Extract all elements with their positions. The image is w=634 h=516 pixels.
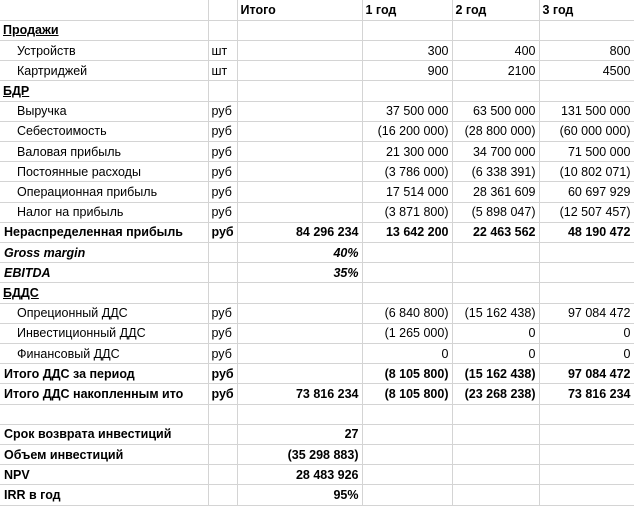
value-cell[interactable]: 27 — [237, 424, 362, 444]
label-cell[interactable]: Себестоимость — [0, 121, 208, 141]
section-row-bdr — [0, 81, 634, 101]
row-operating-profit — [0, 182, 634, 202]
row-irr — [0, 485, 634, 505]
value-cell[interactable]: 95% — [237, 485, 362, 505]
label-cell[interactable]: Опреционный ДДС — [0, 303, 208, 323]
section-title-bdds[interactable]: БДДС — [0, 283, 208, 303]
header-year-2[interactable]: 2 год — [452, 0, 539, 20]
cell[interactable] — [362, 81, 452, 101]
value-cell[interactable]: (15 162 438) — [452, 303, 539, 323]
value-cell[interactable]: (6 840 800) — [362, 303, 452, 323]
value-cell[interactable]: 300 — [362, 40, 452, 60]
label-cell[interactable]: Инвестиционный ДДС — [0, 323, 208, 343]
row-period-cf — [0, 364, 634, 384]
label-cell[interactable]: IRR в год — [0, 485, 208, 505]
cell[interactable] — [539, 283, 634, 303]
total-cell[interactable]: 84 296 234 — [237, 222, 362, 242]
value-cell[interactable]: 0 — [362, 343, 452, 363]
value-cell[interactable]: 400 — [452, 40, 539, 60]
cell[interactable] — [0, 0, 208, 20]
cell[interactable] — [362, 404, 452, 424]
cell[interactable] — [362, 444, 452, 464]
cell[interactable] — [452, 81, 539, 101]
cell[interactable] — [362, 20, 452, 40]
cell[interactable] — [362, 485, 452, 505]
label-cell[interactable]: NPV — [0, 465, 208, 485]
cell[interactable] — [208, 20, 237, 40]
value-cell[interactable]: 48 190 472 — [539, 222, 634, 242]
unit-cell[interactable]: руб — [208, 364, 237, 384]
value-cell[interactable]: 0 — [452, 323, 539, 343]
value-cell[interactable]: 37 500 000 — [362, 101, 452, 121]
cell[interactable] — [208, 404, 237, 424]
unit-cell[interactable]: шт — [208, 40, 237, 60]
cell[interactable] — [539, 465, 634, 485]
label-cell[interactable]: Финансовый ДДС — [0, 343, 208, 363]
cell[interactable] — [208, 242, 237, 262]
cell[interactable] — [237, 20, 362, 40]
cell[interactable] — [237, 182, 362, 202]
cell[interactable] — [237, 404, 362, 424]
label-cell[interactable]: Объем инвестиций — [0, 444, 208, 464]
unit-cell[interactable]: шт — [208, 61, 237, 81]
cell[interactable] — [208, 444, 237, 464]
cell[interactable] — [362, 283, 452, 303]
value-cell[interactable]: 28 361 609 — [452, 182, 539, 202]
row-cumulative-cf — [0, 384, 634, 404]
unit-cell[interactable]: руб — [208, 384, 237, 404]
cell[interactable] — [208, 0, 237, 20]
label-cell[interactable]: Операционная прибыль — [0, 182, 208, 202]
value-cell[interactable]: (6 338 391) — [452, 162, 539, 182]
cell[interactable] — [452, 283, 539, 303]
cell[interactable] — [237, 61, 362, 81]
cell[interactable] — [362, 465, 452, 485]
cell[interactable] — [237, 343, 362, 363]
value-cell[interactable]: 22 463 562 — [452, 222, 539, 242]
row-cost — [0, 121, 634, 141]
cell[interactable] — [539, 404, 634, 424]
label-cell[interactable]: Gross margin — [0, 242, 208, 262]
row-tax — [0, 202, 634, 222]
value-cell[interactable]: 0 — [452, 343, 539, 363]
unit-cell[interactable]: руб — [208, 343, 237, 363]
row-revenue — [0, 101, 634, 121]
value-cell[interactable]: (12 507 457) — [539, 202, 634, 222]
unit-cell[interactable]: руб — [208, 141, 237, 161]
label-cell[interactable]: EBITDA — [0, 263, 208, 283]
total-cell[interactable]: 35% — [237, 263, 362, 283]
row-fixed-costs — [0, 162, 634, 182]
cell[interactable] — [452, 465, 539, 485]
total-cell[interactable]: 40% — [237, 242, 362, 262]
value-cell[interactable]: 4500 — [539, 61, 634, 81]
value-cell[interactable]: 21 300 000 — [362, 141, 452, 161]
header-total[interactable]: Итого — [237, 0, 362, 20]
cell[interactable] — [208, 465, 237, 485]
cell[interactable] — [452, 424, 539, 444]
cell[interactable] — [208, 81, 237, 101]
value-cell[interactable]: (60 000 000) — [539, 121, 634, 141]
value-cell[interactable]: (3 871 800) — [362, 202, 452, 222]
cell[interactable] — [539, 263, 634, 283]
cell[interactable] — [539, 485, 634, 505]
cell[interactable] — [452, 242, 539, 262]
label-cell[interactable]: Постоянные расходы — [0, 162, 208, 182]
label-cell[interactable]: Налог на прибыль — [0, 202, 208, 222]
row-retained-earnings — [0, 222, 634, 242]
value-cell[interactable]: 73 816 234 — [539, 384, 634, 404]
label-cell[interactable]: Срок возврата инвестиций — [0, 424, 208, 444]
unit-cell[interactable]: руб — [208, 303, 237, 323]
cell[interactable] — [539, 444, 634, 464]
row-ebitda — [0, 263, 634, 283]
cell[interactable] — [208, 263, 237, 283]
cell[interactable] — [452, 485, 539, 505]
value-cell[interactable]: (35 298 883) — [237, 444, 362, 464]
label-cell[interactable]: Итого ДДС за период — [0, 364, 208, 384]
cell[interactable] — [452, 444, 539, 464]
row-operating-cf — [0, 303, 634, 323]
cell[interactable] — [208, 424, 237, 444]
unit-cell[interactable]: руб — [208, 162, 237, 182]
row-devices — [0, 40, 634, 60]
value-cell[interactable]: 13 642 200 — [362, 222, 452, 242]
cell[interactable] — [237, 81, 362, 101]
cell[interactable] — [237, 303, 362, 323]
label-cell[interactable]: Валовая прибыль — [0, 141, 208, 161]
cell[interactable] — [539, 424, 634, 444]
cell[interactable] — [208, 485, 237, 505]
value-cell[interactable]: 0 — [539, 343, 634, 363]
value-cell[interactable]: (23 268 238) — [452, 384, 539, 404]
value-cell[interactable]: 2100 — [452, 61, 539, 81]
row-gross-profit — [0, 141, 634, 161]
unit-cell[interactable]: руб — [208, 121, 237, 141]
label-cell[interactable]: Итого ДДС накопленным ито — [0, 384, 208, 404]
cell[interactable] — [237, 283, 362, 303]
value-cell[interactable]: 97 084 472 — [539, 303, 634, 323]
value-cell[interactable]: (1 265 000) — [362, 323, 452, 343]
value-cell[interactable]: 28 483 926 — [237, 465, 362, 485]
value-cell[interactable]: (16 200 000) — [362, 121, 452, 141]
cell[interactable] — [237, 121, 362, 141]
cell[interactable] — [362, 263, 452, 283]
value-cell[interactable]: 900 — [362, 61, 452, 81]
cell[interactable] — [362, 242, 452, 262]
row-investment — [0, 444, 634, 464]
value-cell[interactable]: (8 105 800) — [362, 384, 452, 404]
cell[interactable] — [237, 364, 362, 384]
cell[interactable] — [237, 40, 362, 60]
value-cell[interactable]: 71 500 000 — [539, 141, 634, 161]
cell[interactable] — [237, 202, 362, 222]
label-cell[interactable]: Выручка — [0, 101, 208, 121]
row-financing-cf — [0, 343, 634, 363]
section-row-sales — [0, 20, 634, 40]
unit-cell[interactable]: руб — [208, 202, 237, 222]
cell[interactable] — [237, 162, 362, 182]
cell[interactable] — [237, 141, 362, 161]
value-cell[interactable]: (28 800 000) — [452, 121, 539, 141]
section-title-bdr[interactable]: БДР — [0, 81, 208, 101]
header-year-3[interactable]: 3 год — [539, 0, 634, 20]
value-cell[interactable]: 0 — [539, 323, 634, 343]
cell[interactable] — [208, 283, 237, 303]
label-cell[interactable]: Картриджей — [0, 61, 208, 81]
value-cell[interactable]: (10 802 071) — [539, 162, 634, 182]
cell[interactable] — [452, 404, 539, 424]
cell[interactable] — [237, 101, 362, 121]
unit-cell[interactable]: руб — [208, 323, 237, 343]
cell[interactable] — [539, 242, 634, 262]
section-title-sales[interactable]: Продажи — [0, 20, 208, 40]
value-cell[interactable]: (5 898 047) — [452, 202, 539, 222]
unit-cell[interactable]: руб — [208, 182, 237, 202]
header-row — [0, 0, 634, 20]
value-cell[interactable]: 63 500 000 — [452, 101, 539, 121]
cell[interactable] — [539, 20, 634, 40]
empty-row — [0, 404, 634, 424]
value-cell[interactable]: 131 500 000 — [539, 101, 634, 121]
value-cell[interactable]: (8 105 800) — [362, 364, 452, 384]
cell[interactable] — [237, 323, 362, 343]
value-cell[interactable]: 17 514 000 — [362, 182, 452, 202]
value-cell[interactable]: 60 697 929 — [539, 182, 634, 202]
cell[interactable] — [452, 263, 539, 283]
label-cell[interactable]: Нераспределенная прибыль — [0, 222, 208, 242]
cell[interactable] — [452, 20, 539, 40]
row-payback — [0, 424, 634, 444]
header-year-1[interactable]: 1 год — [362, 0, 452, 20]
row-gross-margin — [0, 242, 634, 262]
cell[interactable] — [539, 81, 634, 101]
value-cell[interactable]: 34 700 000 — [452, 141, 539, 161]
cell[interactable] — [362, 424, 452, 444]
value-cell[interactable]: 97 084 472 — [539, 364, 634, 384]
value-cell[interactable]: (15 162 438) — [452, 364, 539, 384]
row-cartridges — [0, 61, 634, 81]
unit-cell[interactable]: руб — [208, 222, 237, 242]
unit-cell[interactable]: руб — [208, 101, 237, 121]
section-row-bdds — [0, 283, 634, 303]
cell[interactable] — [0, 404, 208, 424]
label-cell[interactable]: Устройств — [0, 40, 208, 60]
row-investing-cf — [0, 323, 634, 343]
row-npv — [0, 465, 634, 485]
total-cell[interactable]: 73 816 234 — [237, 384, 362, 404]
value-cell[interactable]: (3 786 000) — [362, 162, 452, 182]
value-cell[interactable]: 800 — [539, 40, 634, 60]
